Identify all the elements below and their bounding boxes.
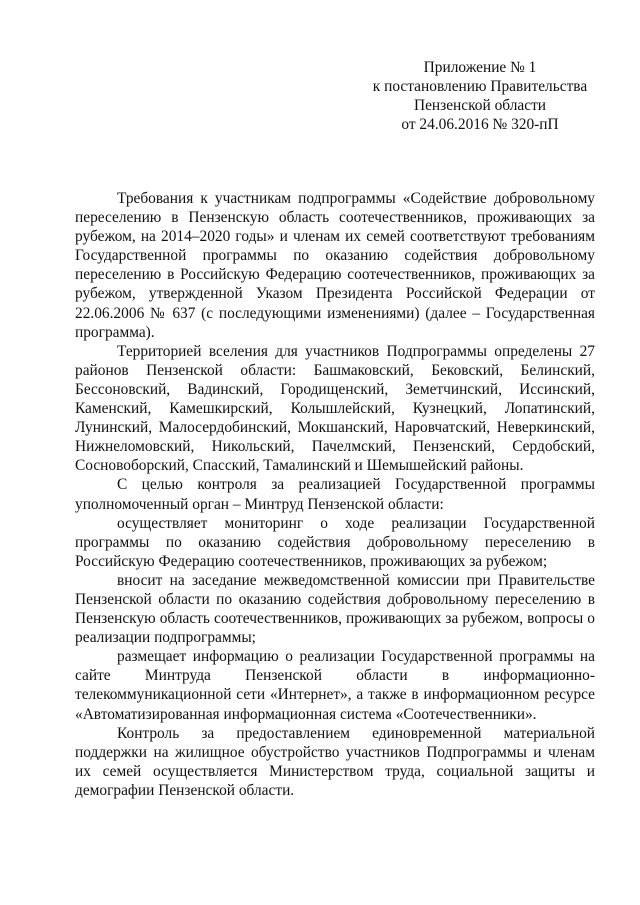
paragraph-information: размещает информацию о реализации Государственной программы на сайте Минтруда Пензенской области в информационно-телекоммуникационной сети «Интернет», а также в информационном ресурсе «Автоматизированная информационная система «Соотечественники». — [75, 648, 595, 723]
paragraph-requirements: Требования к участникам подпрограммы «Содействие добровольному переселению в Пензенскую область соотечественников, проживающих за рубежом, на 2014–2020 годы» и членам их семей соответствуют требованиям Государственной программы по оказанию содействия добровольному переселению в Российскую Федерацию соотечественников, проживающих за рубежом, утвержденной Указом Президента Российской Федерации от 22.06.2006 № 637 (с последующими изменениями) (далее – Государственная программа). — [75, 190, 595, 341]
appendix-number: Приложение № 1 — [423, 59, 537, 76]
paragraph-support-control: Контроль за предоставлением единовременной материальной поддержки на жилищное обустройство участников Подпрограммы и членам их семей осуществляется Министерством труда, социальной защиты и демографии Пензенской области. — [75, 724, 595, 799]
paragraph-control-intro: С целью контроля за реализацией Государственной программы уполномоченный орган – Минтруд Пензенской области: — [75, 476, 595, 513]
paragraph-commission: вносит на заседание межведомственной комиссии при Правительстве Пензенской области по оказанию содействия добровольному переселению в Пензенскую область соотечественников, проживающих за рубежом, вопросы о реализации подпрограммы; — [75, 571, 595, 647]
appendix-reference: к постановлению Правительства — [372, 78, 588, 95]
appendix-date-number: от 24.06.2016 № 320-пП — [401, 116, 559, 133]
document-body — [75, 189, 595, 800]
appendix-header — [360, 58, 600, 134]
appendix-region: Пензенской области — [413, 97, 547, 114]
paragraph-territory: Территорией вселения для участников Подпрограммы определены 27 районов Пензенской области: Башмаковский, Бековский, Белинский, Бессоновский, Вадинский, Городищенский, Земетчинский, Иссинский, Каменский, Камешкирский, Колышлейский, Кузнецкий, Лопатинский, Лунинский, Малосердобинский, Мокшанский, Наровчатский, Неверкинский, Нижнеломовский, Никольский, Пачелмский, Пензенский, Сердобский, Сосновоборский, Спасский, Тамалинский и Шемышейский районы. — [75, 342, 595, 475]
paragraph-monitoring: осуществляет мониторинг о ходе реализации Государственной программы по оказанию содействия добровольному переселению в Российскую Федерацию соотечественников, проживающих за рубежом; — [75, 514, 595, 570]
